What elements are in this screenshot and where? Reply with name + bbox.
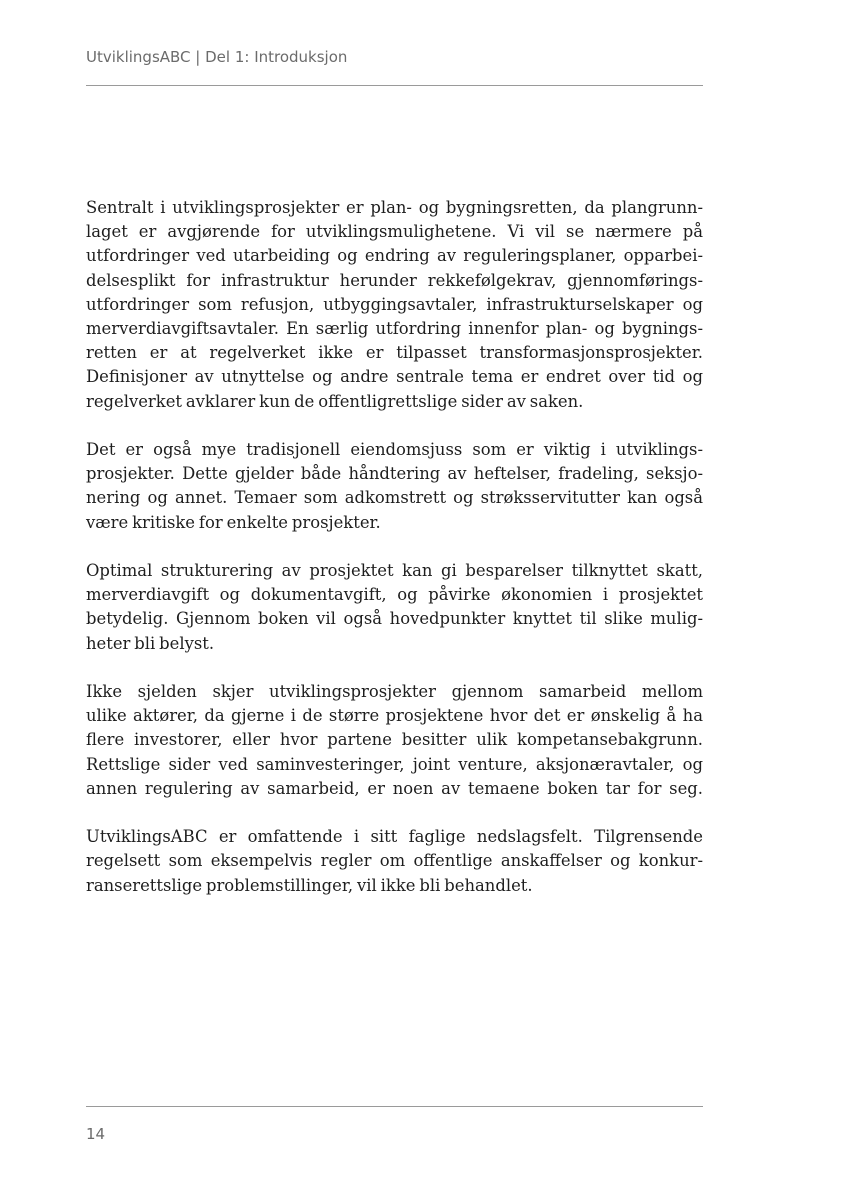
running-header: UtviklingsABC | Del 1: Introduksjon: [86, 48, 348, 66]
text-line: heter bli belyst.: [86, 633, 215, 653]
text-line: betydelig. Gjennom boken vil også hovedpunkter knyttet til slike mulig-: [86, 609, 703, 629]
paragraph: [86, 825, 703, 898]
header-rule: [86, 85, 703, 86]
paragraph: [86, 680, 703, 801]
text-line: regelsett som eksempelvis regler om offentlige anskaffelser og konkur-: [86, 851, 703, 871]
text-line: Sentralt i utviklingsprosjekter er plan- og bygningsretten, da plangrunn-: [86, 198, 703, 217]
text-line: Optimal strukturering av prosjektet kan gi besparelser tilknyttet skatt,: [86, 561, 703, 581]
text-line: Ikke sjelden skjer utviklingsprosjekter gjennom samarbeid mellom: [86, 682, 703, 702]
paragraph: [86, 196, 703, 414]
text-line: ranserettslige problemstillinger, vil ikke bli behandlet.: [86, 875, 533, 895]
text-line: nering og annet. Temaer som adkomstrett og strøksservitutter kan også: [86, 488, 703, 508]
text-line: UtviklingsABC er omfattende i sitt faglige nedslagsfelt. Tilgrensende: [86, 827, 703, 847]
text-line: flere investorer, eller hvor partene besitter ulik kompetansebakgrunn.: [86, 730, 703, 750]
text-line: ulike aktører, da gjerne i de større prosjektene hvor det er ønskelig å ha: [86, 706, 703, 726]
text-line: regelverket avklarer kun de offentligrettslige sider av saken.: [86, 391, 584, 411]
text-line: Det er også mye tradisjonell eiendomsjuss som er viktig i utviklings-: [86, 440, 703, 460]
paragraph: [86, 559, 703, 656]
text-line: delsesplikt for infrastruktur herunder rekkefølgekrav, gjennomførings-: [86, 270, 703, 290]
text-line: være kritiske for enkelte prosjekter.: [86, 512, 381, 532]
text-line: merverdiavgift og dokumentavgift, og påvirke økonomien i prosjektet: [86, 585, 703, 605]
text-line: Rettslige sider ved saminvesteringer, joint venture, aksjonæravtaler, og: [86, 754, 703, 774]
text-line: utfordringer ved utarbeiding og endring av reguleringsplaner, opparbei-: [86, 246, 703, 266]
text-line: utfordringer som refusjon, utbyggingsavtaler, infrastrukturselskaper og: [86, 294, 703, 314]
body-text: [86, 196, 703, 922]
text-line: laget er avgjørende for utviklingsmulighetene. Vi vil se nærmere på: [86, 222, 703, 242]
text-line: retten er at regelverket ikke er tilpasset transformasjonsprosjekter.: [86, 343, 703, 363]
text-line: prosjekter. Dette gjelder både håndtering av heftelser, fradeling, seksjo-: [86, 464, 703, 484]
footer-rule: [86, 1106, 703, 1107]
text-line: Definisjoner av utnyttelse og andre sentrale tema er endret over tid og: [86, 367, 703, 387]
page-number: 14: [86, 1125, 106, 1143]
text-line: merverdiavgiftsavtaler. En særlig utfordring innenfor plan- og bygnings-: [86, 319, 703, 339]
text-line: annen regulering av samarbeid, er noen av temaene boken tar for seg.: [86, 778, 703, 798]
paragraph: [86, 438, 703, 535]
